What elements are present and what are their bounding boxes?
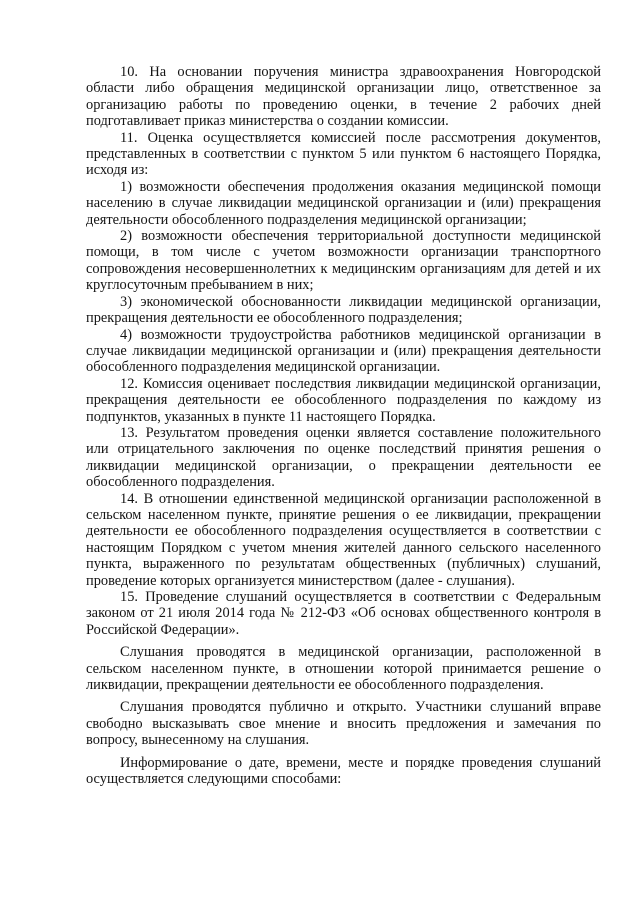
paragraph-15-informing: Информирование о дате, времени, месте и порядке проведения слушаний осуществляется следующими способами: (86, 754, 601, 788)
paragraph-11-item-4: 4) возможности трудоустройства работников медицинской организации в случае ликвидации медицинской организации и (или) прекращения деятельности обособленного подразделения медицинской организации. (86, 326, 601, 376)
document-page (86, 64, 601, 787)
paragraph-11-item-1: 1) возможности обеспечения продолжения оказания медицинской помощи населению в случае ликвидации медицинской организации и (или) прекращения деятельности обособленного подразделения медицинской организации; (86, 178, 601, 228)
paragraph-11-item-3: 3) экономической обоснованности ликвидации медицинской организации, прекращения деятельности ее обособленного подразделения; (86, 293, 601, 327)
paragraph-13: 13. Результатом проведения оценки является составление положительного или отрицательного заключения по оценке последствий принятия решения о ликвидации медицинской организации, о прекращении деятельности ее обособленного подразделения. (86, 424, 601, 491)
paragraph-12: 12. Комиссия оценивает последствия ликвидации медицинской организации, прекращения деятельности ее обособленного подразделения по каждому из подпунктов, указанных в пункте 11 настоящего Порядка. (86, 375, 601, 425)
paragraph-10: 10. На основании поручения министра здравоохранения Новгородской области либо обращения медицинской организации лицо, ответственное за организацию работы по проведению оценки, в течение 2 рабочих дней подготавливает приказ министерства о создании комиссии. (86, 64, 601, 130)
paragraph-15-hearings-location: Слушания проводятся в медицинской организации, расположенной в сельском населенном пункте, в отношении которой принимается решение о ликвидации, прекращении деятельности ее обособленного подразделения. (86, 644, 601, 694)
paragraph-14: 14. В отношении единственной медицинской организации расположенной в сельском населенном пункте, принятие решения о ее ликвидации, прекращении деятельности ее обособленного подразделения осуществляется в соответствии с настоящим Порядком с учетом мнения жителей данного сельского населенного пункта, выраженного по результатам общественных (публичных) слушаний, проведение которых организуется министерством (далее - слушания). (86, 490, 601, 589)
paragraph-11-item-2: 2) возможности обеспечения территориальной доступности медицинской помощи, в том числе с учетом возможности организации транспортного сопровождения несовершеннолетних к медицинским организациям для детей и их круглосуточным пребыванием в них; (86, 228, 601, 294)
paragraph-11: 11. Оценка осуществляется комиссией после рассмотрения документов, представленных в соответствии с пунктом 5 или пунктом 6 настоящего Порядка, исходя из: (86, 129, 601, 179)
paragraph-15: 15. Проведение слушаний осуществляется в соответствии с Федеральным законом от 21 июля 2014 года № 212-ФЗ «Об основах общественного контроля в Российской Федерации». (86, 589, 601, 638)
paragraph-15-hearings-public: Слушания проводятся публично и открыто. Участники слушаний вправе свободно высказывать свое мнение и вносить предложения и замечания по вопросу, вынесенному на слушания. (86, 699, 601, 749)
